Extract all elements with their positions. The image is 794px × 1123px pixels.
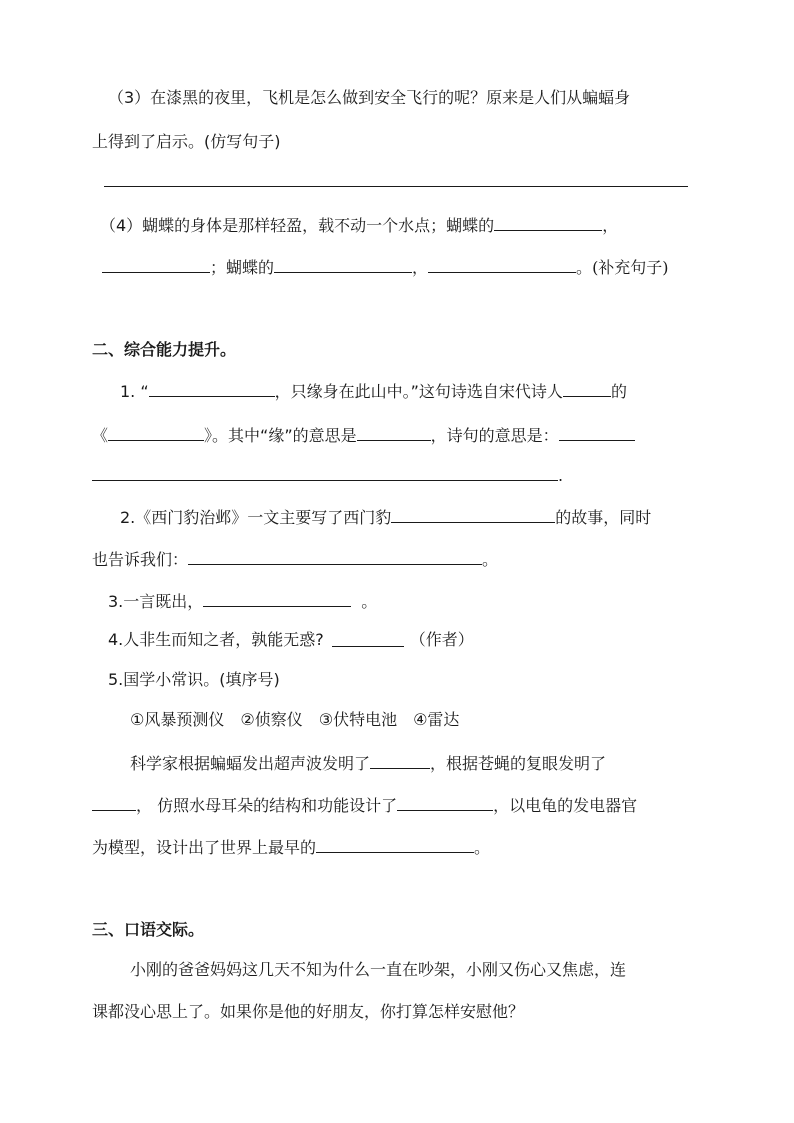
- s2-item4: [108, 628, 474, 652]
- s2-item1-blank-poem[interactable]: [149, 378, 275, 397]
- s2-item1-line1: [120, 378, 627, 404]
- s2-item1-text-a: ，只缘身在此山中。”这句诗选自宋代诗人: [274, 382, 563, 401]
- q3-line2: 上得到了启示。(仿写句子): [92, 132, 281, 151]
- s2-item1-blank-meaning[interactable]: [357, 422, 431, 441]
- s2-item5-blank-3[interactable]: [397, 792, 493, 811]
- s2-item5-option-4: ④雷达: [413, 710, 460, 729]
- s2-item5-p4: ，以电龟的发电器官: [493, 796, 638, 815]
- s2-item1-text-b: 的: [610, 382, 627, 401]
- s2-item5-para-line2: [92, 792, 637, 818]
- s2-item5-p2: ，根据苍蝇的复眼发明了: [430, 754, 607, 773]
- s2-item3: [108, 588, 377, 614]
- q4-blank-1[interactable]: [494, 212, 602, 231]
- s2-item1-blank-explain[interactable]: [559, 422, 635, 441]
- q3-answer-line[interactable]: [104, 186, 688, 187]
- s2-item4-blank[interactable]: [332, 628, 404, 647]
- s2-item4-note: （作者）: [409, 630, 474, 649]
- s2-item5-blank-2[interactable]: [92, 792, 136, 811]
- s2-item5-p3: ， 仿照水母耳朵的结构和功能设计了: [136, 796, 398, 815]
- q4-blank-4[interactable]: [428, 254, 576, 273]
- q4-text-2: 蝴蝶的: [226, 258, 275, 277]
- s2-item2-end: 。: [482, 550, 499, 569]
- s2-item3-text: 3.一言既出，: [108, 592, 204, 611]
- s2-item5-p1: 科学家根据蝙蝠发出超声波发明了: [130, 754, 371, 773]
- q4-line2: [102, 254, 669, 280]
- s2-item5-option-1: ①风暴预测仪: [130, 710, 225, 729]
- s2-item5-blank-4[interactable]: [316, 834, 474, 853]
- s2-item5-options: [130, 708, 459, 732]
- s2-item5-para-line3: [92, 834, 490, 860]
- section3-line2: 课都没心思上了。如果你是他的好朋友，你打算怎样安慰他？: [92, 1002, 525, 1021]
- s2-item2-line1: [120, 504, 651, 530]
- s2-item1-blank-explain-cont[interactable]: [92, 462, 558, 481]
- s2-item2-blank-2[interactable]: [188, 546, 482, 565]
- s2-item5-blank-1[interactable]: [370, 750, 430, 769]
- q4-period: 。: [576, 258, 593, 277]
- s2-item1-end: .: [558, 466, 564, 485]
- s2-item1-blank-title[interactable]: [108, 422, 204, 441]
- q4-text: （4）蝴蝶的身体是那样轻盈，载不动一个水点；蝴蝶的: [100, 216, 495, 235]
- q4-comma-2: ，: [412, 258, 429, 277]
- s2-item5-option-2: ②侦察仪: [240, 710, 303, 729]
- s2-item2-text-a: 2.《西门豹治邺》一文主要写了西门豹: [120, 508, 392, 527]
- s2-item4-text: 4.人非生而知之者，孰能无惑?: [108, 630, 324, 649]
- s2-item5-p5: 为模型，设计出了世界上最早的: [92, 838, 317, 857]
- s2-item3-end: 。: [361, 592, 378, 611]
- section2-heading: 二、综合能力提升。: [92, 340, 237, 359]
- s2-item5-title: 5.国学小常识。(填序号): [108, 670, 280, 689]
- s2-item2-blank-1[interactable]: [391, 504, 555, 523]
- s2-item1-book-open: 《: [92, 426, 109, 445]
- s2-item5-p6: 。: [474, 838, 491, 857]
- q4-note: (补充句子): [592, 258, 669, 277]
- s2-item1-line3: [92, 462, 563, 488]
- q3-line1: （3）在漆黑的夜里，飞机是怎么做到安全飞行的呢？原来是人们从蝙蝠身: [108, 88, 631, 107]
- s2-item5-para-line1: [130, 750, 606, 776]
- q4-comma: ，: [602, 216, 619, 235]
- s2-item1-blank-poet[interactable]: [563, 378, 611, 397]
- s2-item5-option-3: ③伏特电池: [318, 710, 398, 729]
- s2-item1-text-d: ，诗句的意思是：: [430, 426, 559, 445]
- s2-item1-open: 1. “: [120, 382, 149, 401]
- q4-line1: [100, 212, 618, 238]
- s2-item1-book-close: 》: [204, 426, 213, 445]
- s2-item2-line2: [92, 546, 498, 572]
- q4-blank-3[interactable]: [274, 254, 412, 273]
- s2-item1-line2: [92, 422, 635, 448]
- q4-blank-2[interactable]: [102, 254, 210, 273]
- q4-semicolon: ；: [210, 258, 227, 277]
- section3-line1: 小刚的爸爸妈妈这几天不知为什么一直在吵架，小刚又伤心又焦虑，连: [130, 960, 627, 979]
- s2-item1-text-c: 。其中“缘”的意思是: [212, 426, 357, 445]
- s2-item2-text-b: 的故事，同时: [555, 508, 652, 527]
- s2-item2-text-c: 也告诉我们：: [92, 550, 189, 569]
- section3-heading: 三、口语交际。: [92, 920, 205, 939]
- s2-item3-blank[interactable]: [203, 588, 351, 607]
